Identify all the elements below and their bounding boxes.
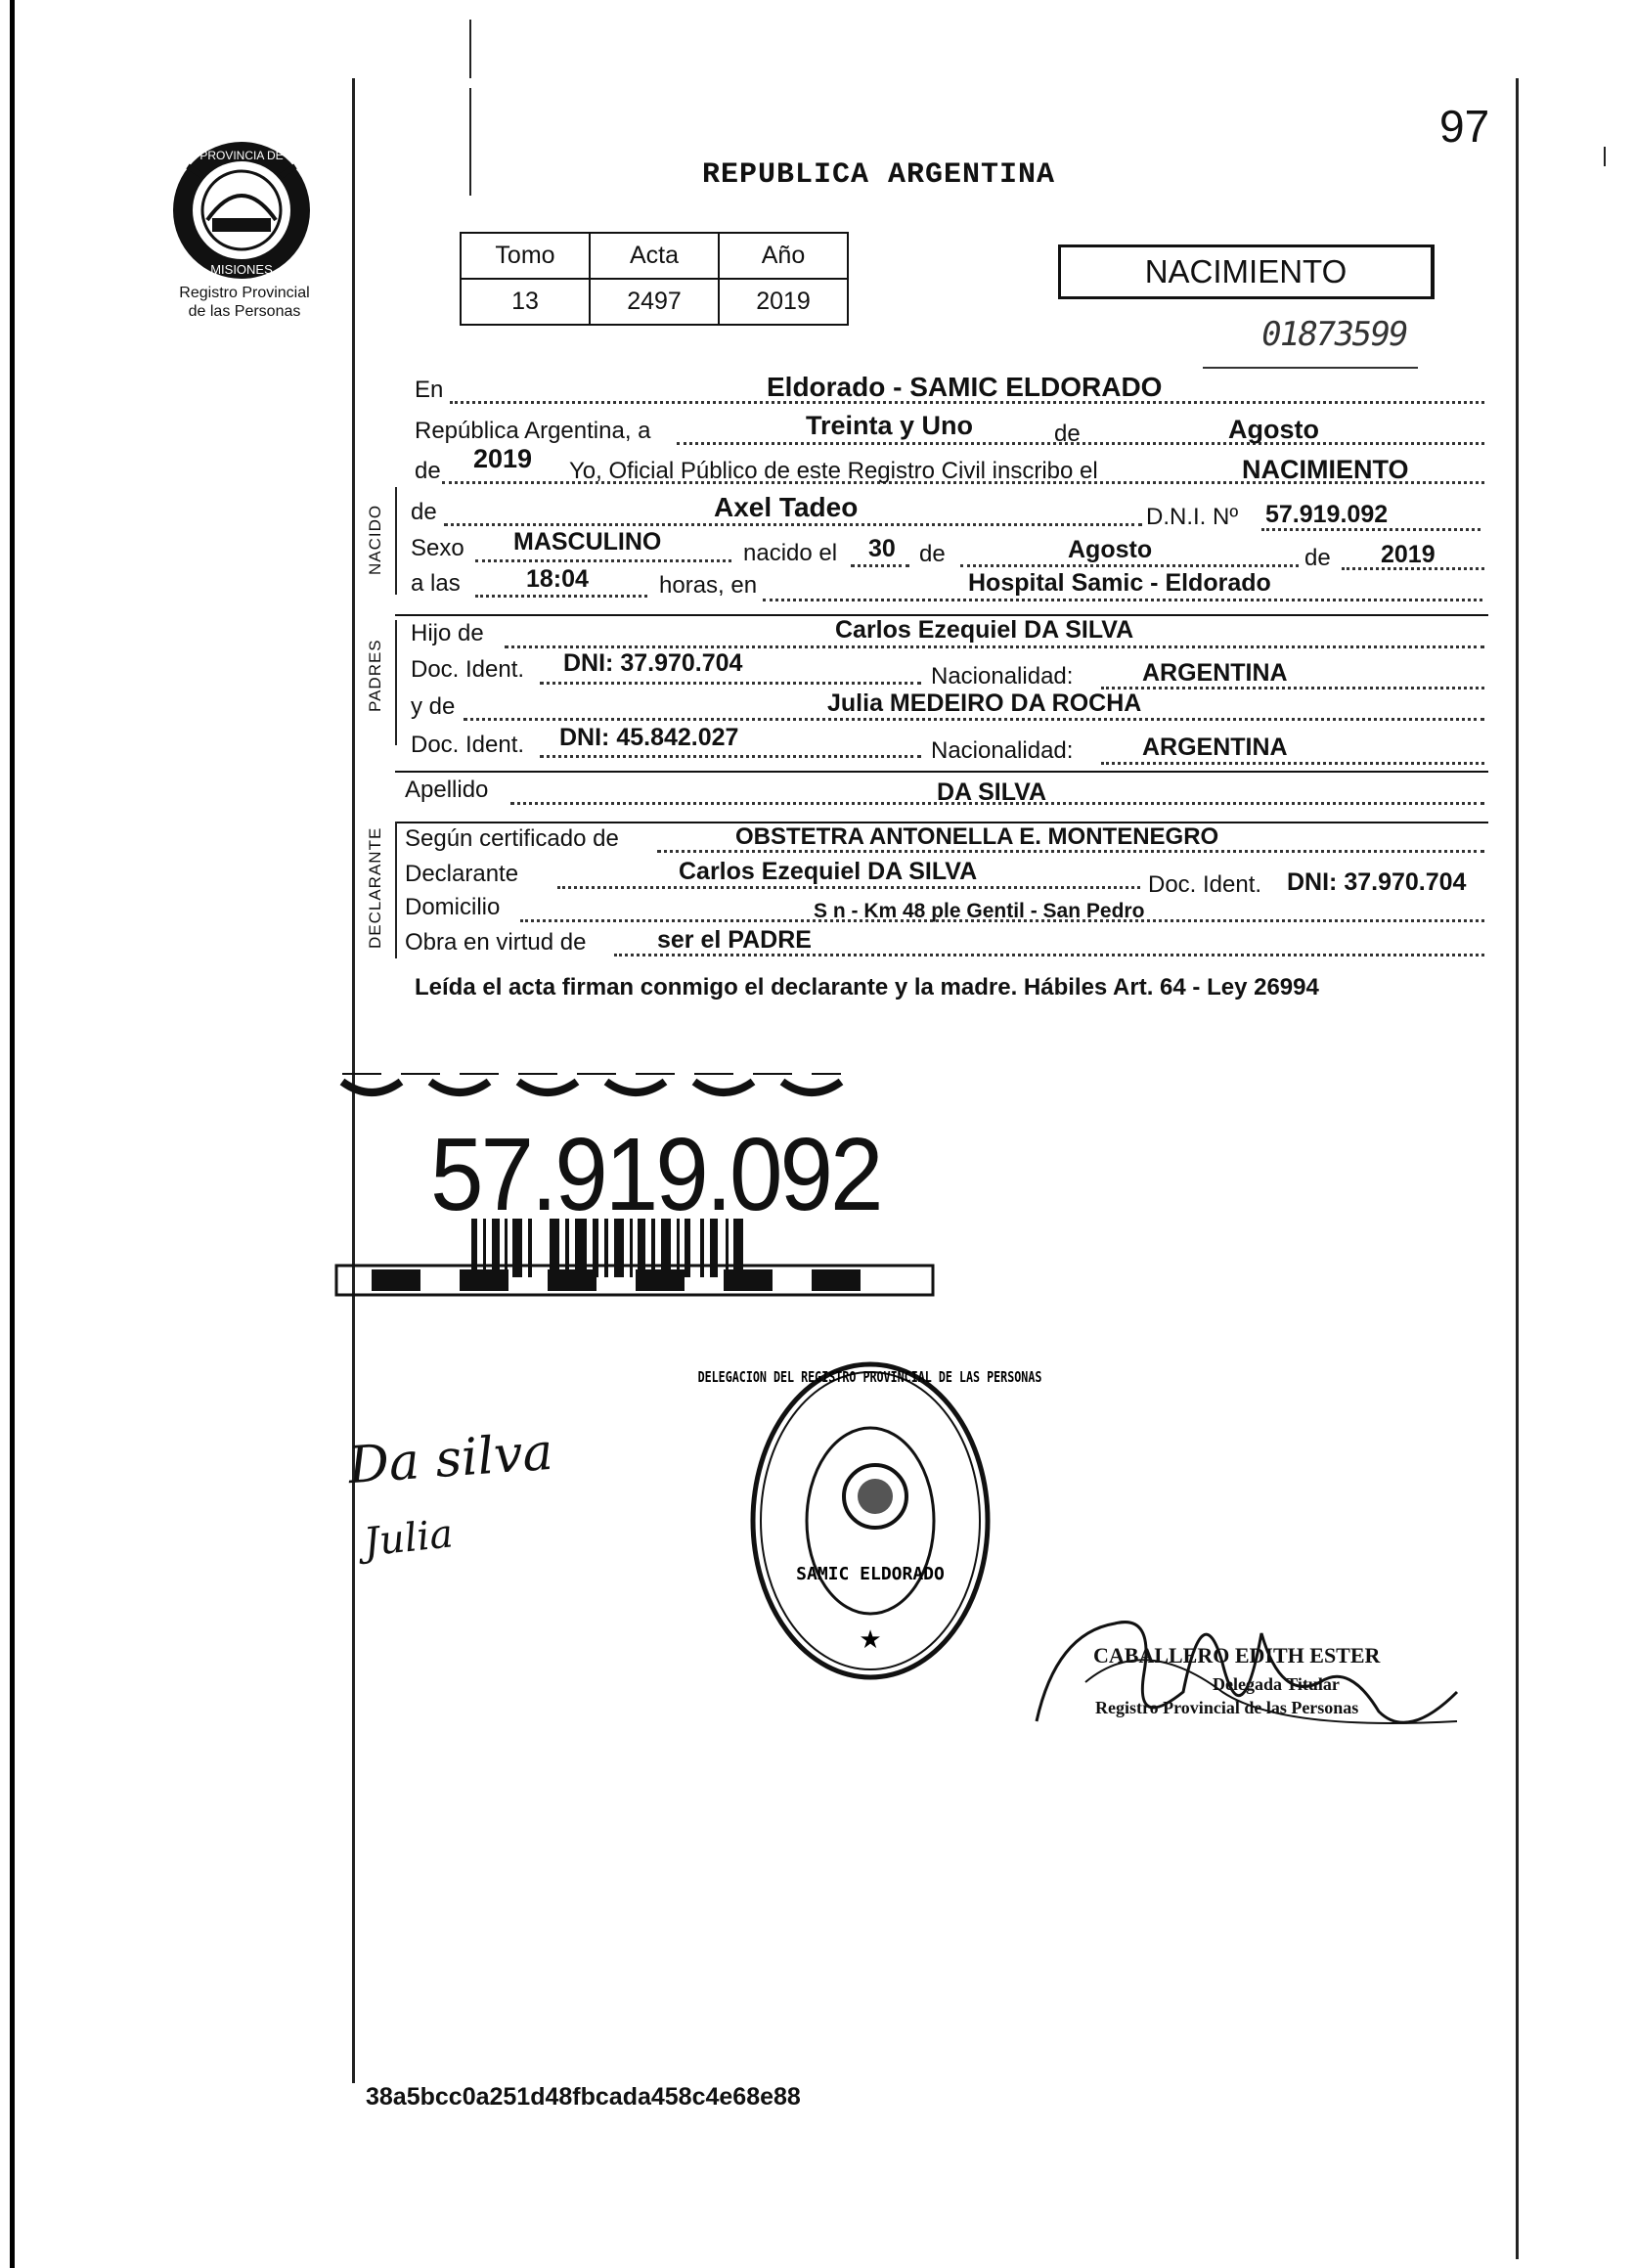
serial-number: 01873599 [1258, 315, 1410, 354]
record-type-box: NACIMIENTO [1058, 245, 1435, 299]
right-margin-line [1516, 78, 1519, 2259]
section-divider [395, 620, 397, 745]
month-value: Agosto [1228, 415, 1319, 444]
barcode-number: 57.919.092 [430, 1116, 881, 1232]
obra-label: Obra en virtud de [405, 929, 587, 956]
dotted-line [475, 559, 731, 562]
mother-nat-label: Nacionalidad: [931, 737, 1074, 764]
day-words: Treinta y Uno [806, 411, 974, 440]
dotted-line [444, 523, 1142, 526]
apellido-value: DA SILVA [937, 778, 1047, 806]
dotted-line [464, 718, 1484, 721]
year-prefix: de [415, 458, 441, 484]
logo-bottom-text: MISIONES [210, 262, 273, 277]
certificado-value: OBSTETRA ANTONELLA E. MONTENEGRO [735, 823, 1219, 850]
stamp-ring-text: DELEGACION DEL REGISTRO PROVINCIAL DE LAS PERSONAS [697, 1369, 1042, 1387]
father-nat-label: Nacionalidad: [931, 663, 1074, 689]
section-divider [395, 487, 397, 595]
logo-caption-line1: Registro Provincial [179, 285, 310, 301]
child-name: Axel Tadeo [714, 492, 859, 522]
nacido-el-label: nacido el [743, 540, 838, 566]
place-value: Eldorado - SAMIC ELDORADO [767, 372, 1163, 402]
dotted-line [1101, 762, 1484, 765]
declarante-doc: DNI: 37.970.704 [1287, 868, 1467, 896]
hijo-label: Hijo de [411, 620, 484, 646]
father-nationality: ARGENTINA [1142, 659, 1288, 687]
de-label: de [1054, 421, 1081, 447]
wave-pattern-top [342, 1074, 841, 1092]
section-rule [395, 771, 1488, 773]
dotted-line [540, 682, 921, 685]
dotted-line [677, 442, 1484, 445]
handwritten-name: Julia [361, 1511, 456, 1566]
document-title: REPUBLICA ARGENTINA [702, 158, 1056, 192]
section-divider [395, 822, 397, 958]
record-table [460, 232, 849, 326]
mother-nationality: ARGENTINA [1142, 734, 1288, 761]
father-doc-label: Doc. Ident. [411, 656, 525, 683]
father-name: Carlos Ezequiel DA SILVA [835, 616, 1134, 644]
r-pattern-bottom [336, 1266, 933, 1295]
dotted-line [763, 599, 1482, 601]
scan-edge [10, 0, 15, 2268]
mother-doc-label: Doc. Ident. [411, 732, 525, 758]
dotted-line [960, 564, 1299, 567]
domicilio-label: Domicilio [405, 894, 501, 920]
declarante-section-label: DECLARANTE [366, 826, 384, 949]
birth-month: Agosto [1068, 536, 1153, 563]
nacido-section-label: NACIDO [366, 504, 384, 575]
logo-caption-line2: de las Personas [188, 303, 301, 320]
scan-mark [1604, 147, 1606, 166]
dotted-line [851, 564, 909, 567]
year-value: 2019 [473, 444, 533, 473]
dotted-line [475, 595, 647, 598]
child-dni: 57.919.092 [1265, 501, 1389, 528]
anio-value: 2019 [719, 279, 848, 325]
official-stamp [697, 1355, 1042, 1687]
legal-text: Leída el acta firman conmigo el declarante y la madre. Hábiles Art. 64 - Ley 26994 [415, 974, 1319, 1001]
sexo-value: MASCULINO [513, 528, 662, 556]
province-seal-logo [168, 132, 315, 289]
page-number: 97 [1439, 101, 1490, 152]
birth-time: 18:04 [526, 565, 589, 593]
inscribo-text: Yo, Oficial Público de este Registro Civil inscribo el [569, 458, 1098, 484]
domicilio-value: S n - Km 48 ple Gentil - San Pedro [814, 900, 1145, 922]
certificado-label: Según certificado de [405, 825, 619, 852]
declarante-value: Carlos Ezequiel DA SILVA [679, 858, 978, 885]
acta-header: Acta [590, 233, 719, 279]
inscribo-value: NACIMIENTO [1242, 455, 1409, 484]
stamp-inner-text: SAMIC ELDORADO [796, 1564, 945, 1584]
birth-day: 30 [868, 535, 896, 562]
declarante-label: Declarante [405, 861, 519, 887]
scan-mark [469, 88, 471, 196]
dotted-line [540, 755, 921, 758]
scan-mark [469, 20, 471, 78]
logo-caption [156, 284, 332, 321]
en-label: En [415, 377, 444, 403]
tomo-value: 13 [461, 279, 590, 325]
declarante-doc-label: Doc. Ident. [1148, 871, 1262, 898]
anio-header: Año [719, 233, 848, 279]
padres-section-label: PADRES [366, 639, 384, 712]
father-doc: DNI: 37.970.704 [563, 649, 743, 677]
yde-label: y de [411, 693, 456, 720]
birth-place: Hospital Samic - Eldorado [968, 569, 1271, 597]
logo-top-text: PROVINCIA DE [199, 149, 284, 162]
svg-text:★: ★ [859, 1624, 882, 1654]
dni-label: D.N.I. Nº [1146, 504, 1239, 530]
nacido-de-label: de [411, 499, 437, 525]
birth-year: 2019 [1381, 541, 1436, 568]
serial-underline [1203, 367, 1418, 369]
mother-doc: DNI: 45.842.027 [559, 724, 739, 751]
signatory-org: Registro Provincial de las Personas [1095, 1698, 1359, 1717]
signatory-title: Delegada Titular [1213, 1674, 1340, 1694]
acta-value: 2497 [590, 279, 719, 325]
handwritten-surname: Da silva [346, 1422, 555, 1496]
dotted-line [557, 886, 1140, 889]
tomo-header: Tomo [461, 233, 590, 279]
mother-name: Julia MEDEIRO DA ROCHA [827, 689, 1142, 717]
apellido-label: Apellido [405, 777, 489, 803]
de-label-3: de [1304, 545, 1331, 571]
horas-label: horas, en [659, 572, 758, 599]
dotted-line [505, 645, 1484, 648]
signatory-name: CABALLERO EDITH ESTER [1093, 1643, 1381, 1668]
document-hash: 38a5bcc0a251d48fbcada458c4e68e88 [366, 2083, 801, 2111]
alas-label: a las [411, 570, 461, 597]
republica-label: República Argentina, a [415, 418, 651, 444]
sexo-label: Sexo [411, 535, 464, 561]
de-label-2: de [919, 541, 946, 567]
obra-value: ser el PADRE [657, 926, 812, 954]
